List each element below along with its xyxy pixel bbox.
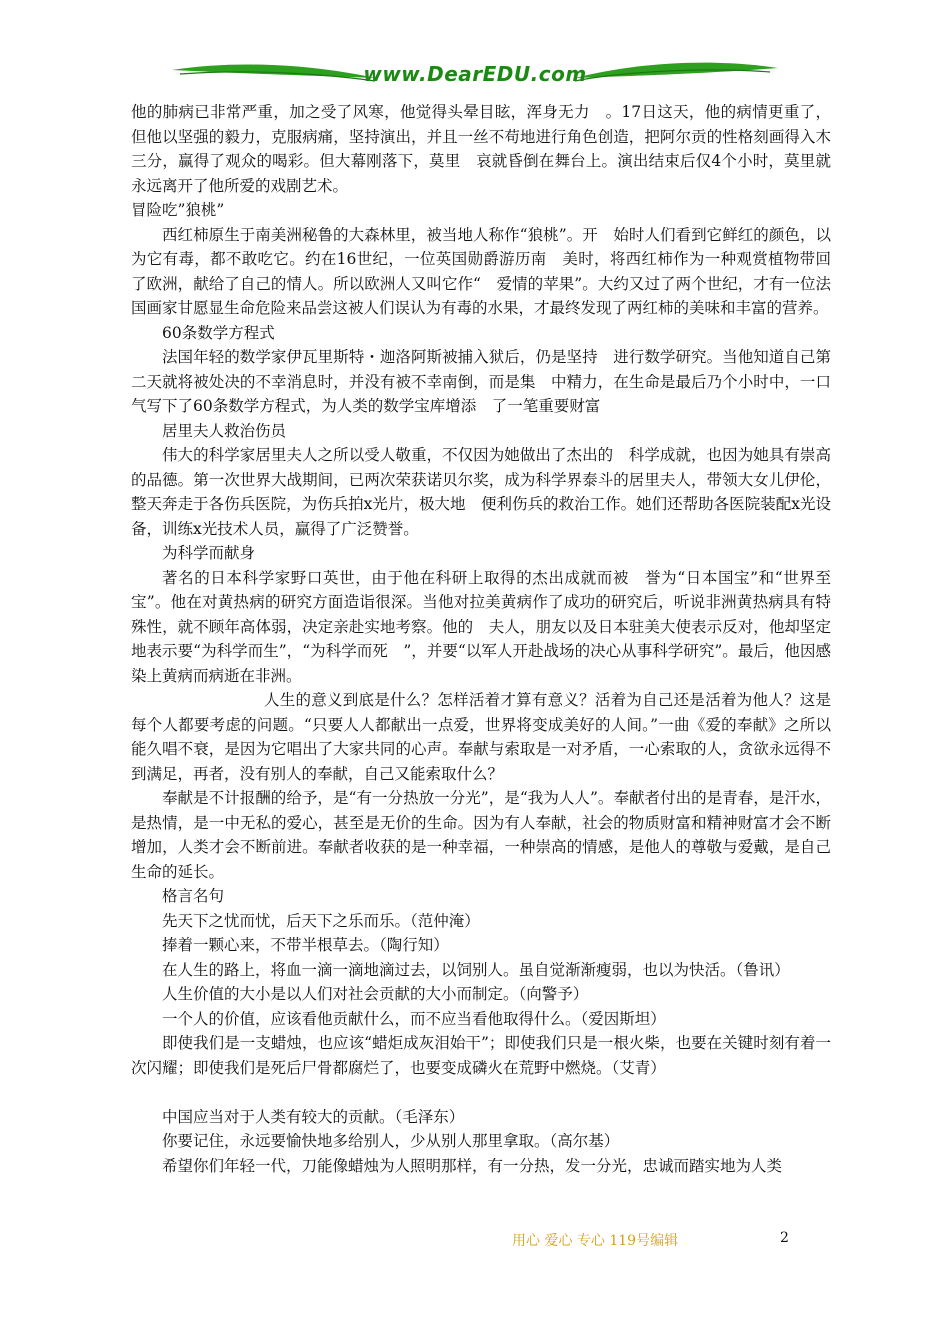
site-logo-text: www.DearEDU.com (363, 62, 587, 86)
paragraph: 他的肺病已非常严重，加之受了风寒，他觉得头晕目眩，浑身无力 。17日这天，他的病情更重了，但他以坚强的毅力，克服病痛，坚持演出，并且一丝不苟地进行角色创造，把阿尔贡的性格刻画得入木三分，赢得了观众的喝彩。但大幕刚落下，莫里 哀就昏倒在舞台上。演出结束后仅4个小时，莫里就永远离开了他所爱的戏剧艺术。 (131, 103, 831, 195)
paragraph: 在人生的路上，将血一滴一滴地滴过去，以饲别人。虽自觉渐渐瘦弱，也以为快活。（鲁讯） (162, 960, 790, 979)
paragraph: 冒险吃”狼桃” (131, 201, 225, 219)
paragraph: 法国年轻的数学家伊瓦里斯特・迦洛阿斯被捕入狱后，仍是坚持 进行数学研究。当他知道自己第二天就将被处决的不幸消息时，并没有被不幸南倒，而是集 中精力，在生命是最后乃个小时中，一口气写下了60条数学方程式，为人类的数学宝库增添 了一笔重要财富 (131, 348, 831, 415)
paragraph: 即使我们是一支蜡烛，也应该“蜡炬成灰泪始干”；即使我们只是一根火柴，也要在关键时刻有着一次闪耀；即使我们是死后尸骨都腐烂了，也要变成磷火在荒野中燃烧。（艾青） (131, 1034, 831, 1077)
page-header (160, 48, 790, 98)
paragraph: 捧着一颗心来，不带半根草去。（陶行知） (162, 936, 449, 954)
paragraph: 西红柿原生于南美洲秘鲁的大森林里，被当地人称作“狼桃”。开 始时人们看到它鲜红的颜色，以为它有毒，都不敢吃它。约在16世纪，一位英国勋爵游历南 美时，将西红柿作为一种观赏植物带回了欧洲，献给了自己的情人。所以欧洲人又叫它作“ 爱情的苹果”。大约又过了两个世纪，才有一位法国画家甘愿显生命危险来品尝这被人们误认为有毒的水果，才最终发现了两红柿的美味和丰富的营养。 (131, 225, 831, 317)
paragraph: 一个人的价值，应该看他贡献什么，而不应当看他取得什么。（爱因斯坦） (162, 1009, 666, 1028)
paragraph: 伟大的科学家居里夫人之所以受人敬重，不仅因为她做出了杰出的 科学成就，也因为她具有崇高的品德。第一次世界大战期间，已两次荣获诺贝尔奖，成为科学界泰斗的居里夫人，带领大女儿伊伦，整天奔走于各伤兵医院，为伤兵拍x光片，极大地 便利伤兵的救治工作。她们还帮助各医院装配x光设备，训练x光技术人员，赢得了广泛赞誉。 (131, 446, 831, 538)
paragraph: 格言名句 (162, 887, 225, 905)
paragraph: 希望你们年轻一代，刀能像蜡烛为人照明那样，有一分热，发一分光，忠诚而踏实地为人类 (162, 1156, 783, 1175)
footer-editor-note: 用心 爱心 专心 119号编辑 (512, 1233, 679, 1249)
paragraph: 人生的意义到底是什么？怎样活着才算有意义？活着为自己还是活着为他人？这是每个人都要考虑的问题。“只要人人都献出一点爱，世界将变成美好的人间。”一曲《爱的奉献》之所以能久唱不衰，是因为它唱出了大家共同的心声。奉献与索取是一对矛盾，一心索取的人，贪欲永远得不到满足，再者，没有别人的奉献，自己又能索取什么？ (131, 691, 831, 783)
paragraph: 为科学而献身 (162, 544, 256, 562)
paragraph: 60条数学方程式 (162, 323, 275, 342)
paragraph: 人生价值的大小是以人们对社会贡献的大小而制定。（向警予） (162, 985, 589, 1003)
paragraph: 先天下之忧而忧，后天下之乐而乐。（范仲淹） (162, 911, 480, 930)
paragraph: 你要记住，永远要愉快地多给别人，少从别人那里拿取。（高尔基） (162, 1132, 620, 1150)
paragraph: 奉献是不计报酬的给予，是“有一分热放一分光”，是“我为人人”。奉献者付出的是青春，是汗水，是热情，是一中无私的爱心，甚至是无价的生命。因为有人奉献，社会的物质财富和精神财富才会不断增加，人类才会不断前进。奉献者收获的是一种幸福，一种崇高的情感，是他人的尊敬与爱戴，是自己生命的延长。 (131, 789, 831, 881)
blank-line (131, 1080, 831, 1105)
paragraph: 著名的日本科学家野口英世，由于他在科研上取得的杰出成就而被 誉为“日本国宝”和“世界至宝”。他在对黄热病的研究方面造诣很深。当他对拉美黄病作了成功的研究后，听说非洲黄热病具有特殊性，就不顾年高体弱，决定亲赴实地考察。他的 夫人，朋友以及日本驻美大使表示反对，他却坚定地表示要“为科学而生”，“为科学而死 ”，并要“以军人开赴战场的决心从事科学研究”。最后，他因感染上黄病而病逝在非洲。 (131, 568, 831, 685)
document-body (131, 100, 831, 1178)
paragraph: 中国应当对于人类有较大的贡献。（毛泽东） (162, 1107, 465, 1126)
paragraph: 居里夫人救治伤员 (162, 421, 287, 440)
page-number: 2 (780, 1230, 789, 1246)
